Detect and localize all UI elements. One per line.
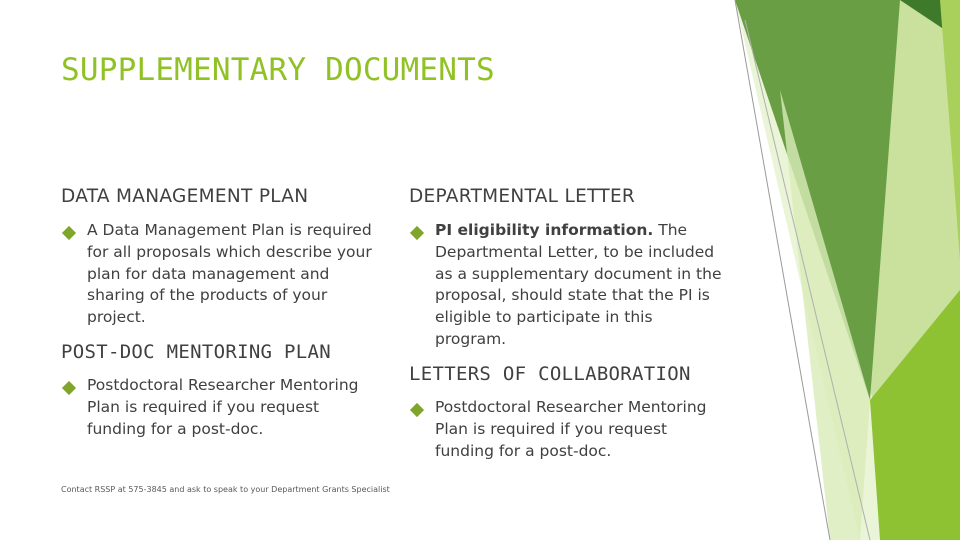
- heading-postdoc-mentoring-plan: POST-DOC MENTORING PLAN: [61, 341, 331, 363]
- departmental-letter-body: The Departmental Letter, to be included as a supplementary document in the proposal, should state that the PI is eligible to participate in this program.: [435, 221, 722, 348]
- text-letters-of-collaboration: Postdoctoral Researcher Mentoring Plan is required if you request funding for a post-doc.: [435, 398, 707, 460]
- text-data-management-plan: A Data Management Plan is required for all proposals which describe your plan for data management and sharing of the products of your project.: [87, 221, 372, 327]
- text-postdoc-mentoring-plan: Postdoctoral Researcher Mentoring Plan is required if you request funding for a post-doc.: [87, 376, 359, 438]
- heading-letters-of-collaboration: LETTERS OF COLLABORATION: [409, 363, 691, 385]
- text-departmental-letter: [435, 220, 725, 351]
- slide-title: SUPPLEMENTARY DOCUMENTS: [61, 52, 495, 88]
- footer-contact-note: Contact RSSP at 575-3845 and ask to speak to your Department Grants Specialist: [61, 485, 390, 494]
- heading-data-management-plan: DATA MANAGEMENT PLAN: [61, 186, 309, 207]
- pi-eligibility-lead: PI eligibility information.: [435, 221, 654, 239]
- heading-departmental-letter: DEPARTMENTAL LETTER: [409, 186, 636, 207]
